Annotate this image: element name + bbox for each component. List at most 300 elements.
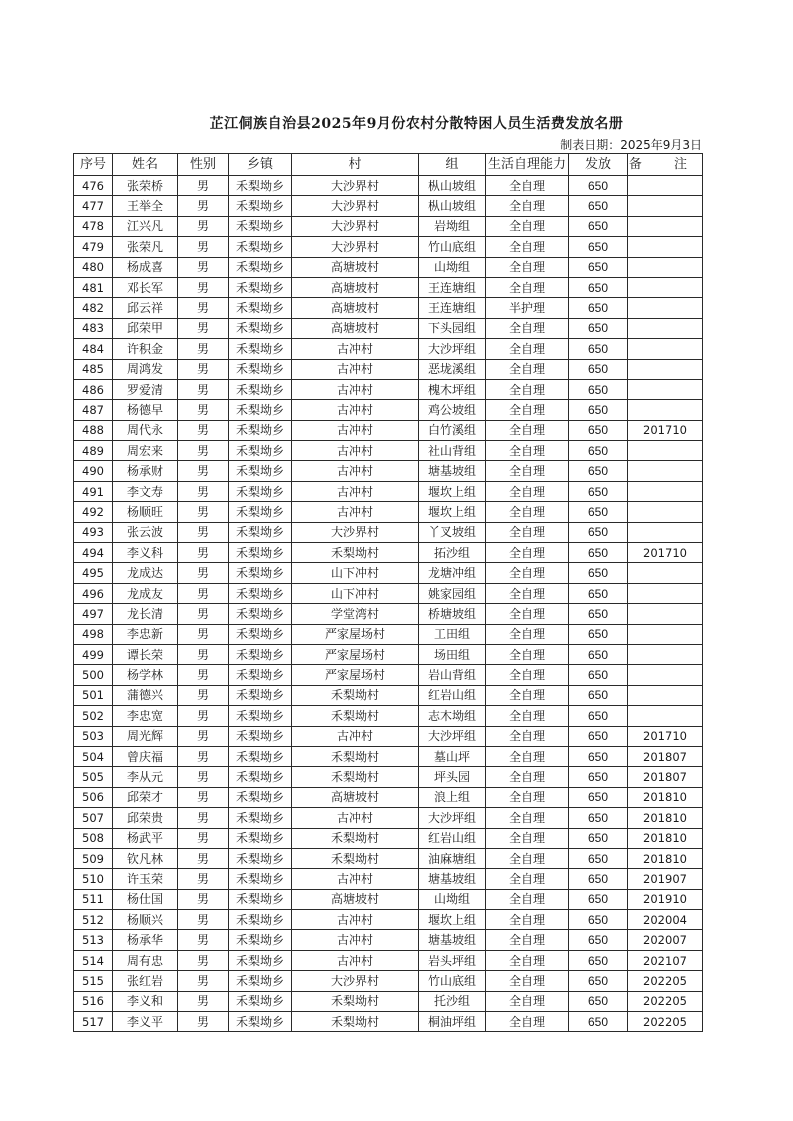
cell-gender: 男 [178, 298, 229, 318]
cell-serial-no: 511 [74, 889, 113, 909]
cell-serial-no: 489 [74, 441, 113, 461]
cell-name: 钦凡林 [113, 848, 178, 868]
cell-self-care-ability: 全自理 [486, 563, 569, 583]
cell-group: 油麻塘组 [419, 848, 486, 868]
cell-gender: 男 [178, 706, 229, 726]
cell-name: 杨顺旺 [113, 502, 178, 522]
table-row [74, 196, 703, 216]
table-row [74, 359, 703, 379]
cell-name: 李从元 [113, 767, 178, 787]
cell-gender: 男 [178, 808, 229, 828]
cell-gender: 男 [178, 767, 229, 787]
cell-amount: 650 [569, 828, 628, 848]
cell-amount: 650 [569, 481, 628, 501]
table-row [74, 441, 703, 461]
cell-village: 古冲村 [292, 441, 419, 461]
cell-name: 李义科 [113, 543, 178, 563]
cell-village: 古冲村 [292, 950, 419, 970]
cell-township: 禾梨坳乡 [229, 726, 292, 746]
cell-village: 禾梨坳村 [292, 543, 419, 563]
cell-group: 墓山坪 [419, 746, 486, 766]
cell-name: 周代永 [113, 420, 178, 440]
cell-group: 岩头坪组 [419, 950, 486, 970]
cell-group: 山坳组 [419, 889, 486, 909]
cell-township: 禾梨坳乡 [229, 176, 292, 196]
cell-self-care-ability: 全自理 [486, 216, 569, 236]
cell-name: 张荣凡 [113, 237, 178, 257]
cell-remarks [628, 196, 703, 216]
cell-township: 禾梨坳乡 [229, 665, 292, 685]
cell-self-care-ability: 全自理 [486, 930, 569, 950]
cell-amount: 650 [569, 196, 628, 216]
cell-name: 张红岩 [113, 971, 178, 991]
cell-remarks: 202107 [628, 950, 703, 970]
cell-township: 禾梨坳乡 [229, 604, 292, 624]
cell-remarks [628, 318, 703, 338]
cell-group: 塘基坡组 [419, 461, 486, 481]
table-row [74, 277, 703, 297]
cell-gender: 男 [178, 563, 229, 583]
cell-self-care-ability: 全自理 [486, 604, 569, 624]
cell-serial-no: 485 [74, 359, 113, 379]
table-row [74, 869, 703, 889]
cell-township: 禾梨坳乡 [229, 481, 292, 501]
cell-serial-no: 481 [74, 277, 113, 297]
cell-amount: 650 [569, 543, 628, 563]
cell-township: 禾梨坳乡 [229, 277, 292, 297]
table-row [74, 257, 703, 277]
cell-gender: 男 [178, 991, 229, 1011]
cell-amount: 650 [569, 318, 628, 338]
cell-village: 古冲村 [292, 869, 419, 889]
cell-township: 禾梨坳乡 [229, 910, 292, 930]
cell-group: 工田组 [419, 624, 486, 644]
cell-amount: 650 [569, 950, 628, 970]
cell-serial-no: 482 [74, 298, 113, 318]
cell-self-care-ability: 全自理 [486, 706, 569, 726]
cell-remarks: 201710 [628, 543, 703, 563]
cell-self-care-ability: 全自理 [486, 543, 569, 563]
table-row [74, 339, 703, 359]
cell-name: 江兴凡 [113, 216, 178, 236]
cell-group: 堰坎上组 [419, 481, 486, 501]
cell-township: 禾梨坳乡 [229, 828, 292, 848]
cell-name: 李义和 [113, 991, 178, 1011]
cell-village: 大沙界村 [292, 196, 419, 216]
cell-name: 周鸿发 [113, 359, 178, 379]
header-self-care-ability: 生活自理能力 [486, 154, 569, 176]
table-row [74, 685, 703, 705]
cell-group: 岩山背组 [419, 665, 486, 685]
cell-township: 禾梨坳乡 [229, 196, 292, 216]
cell-amount: 650 [569, 889, 628, 909]
cell-amount: 650 [569, 604, 628, 624]
cell-name: 王举全 [113, 196, 178, 216]
cell-village: 禾梨坳村 [292, 991, 419, 1011]
cell-self-care-ability: 全自理 [486, 196, 569, 216]
cell-remarks [628, 685, 703, 705]
cell-township: 禾梨坳乡 [229, 583, 292, 603]
cell-self-care-ability: 全自理 [486, 950, 569, 970]
cell-amount: 650 [569, 767, 628, 787]
cell-amount: 650 [569, 441, 628, 461]
cell-gender: 男 [178, 828, 229, 848]
cell-township: 禾梨坳乡 [229, 318, 292, 338]
cell-serial-no: 483 [74, 318, 113, 338]
cell-village: 古冲村 [292, 726, 419, 746]
cell-remarks [628, 359, 703, 379]
cell-self-care-ability: 全自理 [486, 685, 569, 705]
header-group: 组 [419, 154, 486, 176]
table-row [74, 706, 703, 726]
cell-group: 红岩山组 [419, 685, 486, 705]
cell-township: 禾梨坳乡 [229, 1012, 292, 1032]
cell-township: 禾梨坳乡 [229, 746, 292, 766]
table-row [74, 1012, 703, 1032]
cell-group: 浪上组 [419, 787, 486, 807]
cell-village: 禾梨坳村 [292, 828, 419, 848]
cell-group: 枞山坡组 [419, 176, 486, 196]
table-row [74, 522, 703, 542]
cell-remarks [628, 400, 703, 420]
cell-serial-no: 504 [74, 746, 113, 766]
table-row [74, 950, 703, 970]
cell-self-care-ability: 全自理 [486, 971, 569, 991]
cell-group: 社山背组 [419, 441, 486, 461]
cell-self-care-ability: 全自理 [486, 767, 569, 787]
cell-group: 塘基坡组 [419, 869, 486, 889]
cell-group: 王连塘组 [419, 277, 486, 297]
cell-gender: 男 [178, 216, 229, 236]
table-header-row [74, 154, 703, 176]
cell-village: 严家屋场村 [292, 644, 419, 664]
table-row [74, 318, 703, 338]
cell-serial-no: 502 [74, 706, 113, 726]
cell-gender: 男 [178, 543, 229, 563]
cell-remarks: 201810 [628, 828, 703, 848]
cell-township: 禾梨坳乡 [229, 298, 292, 318]
cell-group: 丫叉坡组 [419, 522, 486, 542]
cell-remarks [628, 461, 703, 481]
cell-gender: 男 [178, 583, 229, 603]
cell-village: 古冲村 [292, 481, 419, 501]
cell-township: 禾梨坳乡 [229, 461, 292, 481]
cell-village: 古冲村 [292, 910, 419, 930]
cell-village: 严家屋场村 [292, 665, 419, 685]
cell-village: 禾梨坳村 [292, 848, 419, 868]
cell-group: 桐油坪组 [419, 1012, 486, 1032]
cell-gender: 男 [178, 604, 229, 624]
cell-amount: 650 [569, 522, 628, 542]
cell-amount: 650 [569, 339, 628, 359]
cell-amount: 650 [569, 257, 628, 277]
table-row [74, 746, 703, 766]
cell-group: 下头园组 [419, 318, 486, 338]
cell-remarks: 201710 [628, 726, 703, 746]
cell-name: 杨仕国 [113, 889, 178, 909]
cell-name: 许积金 [113, 339, 178, 359]
cell-self-care-ability: 全自理 [486, 420, 569, 440]
cell-serial-no: 494 [74, 543, 113, 563]
table-row [74, 910, 703, 930]
cell-township: 禾梨坳乡 [229, 400, 292, 420]
cell-village: 古冲村 [292, 930, 419, 950]
table-row [74, 787, 703, 807]
cell-amount: 650 [569, 563, 628, 583]
cell-gender: 男 [178, 196, 229, 216]
cell-village: 高塘坡村 [292, 318, 419, 338]
cell-group: 白竹溪组 [419, 420, 486, 440]
cell-amount: 650 [569, 461, 628, 481]
cell-remarks: 201710 [628, 420, 703, 440]
cell-serial-no: 497 [74, 604, 113, 624]
cell-serial-no: 496 [74, 583, 113, 603]
cell-group: 托沙组 [419, 991, 486, 1011]
cell-serial-no: 480 [74, 257, 113, 277]
cell-remarks: 202004 [628, 910, 703, 930]
cell-group: 岩坳组 [419, 216, 486, 236]
cell-gender: 男 [178, 971, 229, 991]
cell-village: 高塘坡村 [292, 889, 419, 909]
cell-serial-no: 510 [74, 869, 113, 889]
cell-name: 李义平 [113, 1012, 178, 1032]
cell-name: 谭长荣 [113, 644, 178, 664]
cell-gender: 男 [178, 930, 229, 950]
cell-serial-no: 500 [74, 665, 113, 685]
cell-self-care-ability: 全自理 [486, 400, 569, 420]
cell-remarks: 201907 [628, 869, 703, 889]
cell-name: 杨德早 [113, 400, 178, 420]
document-title: 芷江侗族自治县2025年9月份农村分散特困人员生活费发放名册 [209, 116, 624, 132]
cell-gender: 男 [178, 910, 229, 930]
cell-self-care-ability: 全自理 [486, 869, 569, 889]
cell-gender: 男 [178, 644, 229, 664]
cell-remarks [628, 441, 703, 461]
cell-group: 龙塘冲组 [419, 563, 486, 583]
cell-self-care-ability: 全自理 [486, 277, 569, 297]
cell-name: 龙成达 [113, 563, 178, 583]
cell-group: 大沙坪组 [419, 808, 486, 828]
cell-amount: 650 [569, 665, 628, 685]
cell-remarks: 201807 [628, 746, 703, 766]
cell-name: 邓长军 [113, 277, 178, 297]
cell-remarks [628, 216, 703, 236]
cell-gender: 男 [178, 461, 229, 481]
cell-name: 罗爱清 [113, 379, 178, 399]
cell-remarks: 201810 [628, 787, 703, 807]
cell-group: 塘基坡组 [419, 930, 486, 950]
cell-gender: 男 [178, 665, 229, 685]
cell-group: 堰坎上组 [419, 502, 486, 522]
cell-village: 古冲村 [292, 400, 419, 420]
cell-gender: 男 [178, 950, 229, 970]
cell-township: 禾梨坳乡 [229, 502, 292, 522]
cell-township: 禾梨坳乡 [229, 563, 292, 583]
cell-gender: 男 [178, 420, 229, 440]
cell-self-care-ability: 全自理 [486, 665, 569, 685]
cell-gender: 男 [178, 726, 229, 746]
cell-self-care-ability: 全自理 [486, 583, 569, 603]
cell-amount: 650 [569, 971, 628, 991]
cell-village: 古冲村 [292, 339, 419, 359]
cell-self-care-ability: 全自理 [486, 828, 569, 848]
cell-serial-no: 505 [74, 767, 113, 787]
cell-amount: 650 [569, 848, 628, 868]
cell-self-care-ability: 全自理 [486, 848, 569, 868]
table-row [74, 848, 703, 868]
cell-village: 古冲村 [292, 420, 419, 440]
cell-village: 高塘坡村 [292, 787, 419, 807]
cell-gender: 男 [178, 257, 229, 277]
cell-self-care-ability: 全自理 [486, 910, 569, 930]
cell-village: 学堂湾村 [292, 604, 419, 624]
cell-self-care-ability: 全自理 [486, 339, 569, 359]
cell-amount: 650 [569, 176, 628, 196]
cell-township: 禾梨坳乡 [229, 950, 292, 970]
table-row [74, 889, 703, 909]
cell-gender: 男 [178, 237, 229, 257]
cell-name: 曾庆福 [113, 746, 178, 766]
cell-self-care-ability: 全自理 [486, 481, 569, 501]
cell-amount: 650 [569, 808, 628, 828]
cell-group: 志木坳组 [419, 706, 486, 726]
cell-village: 禾梨坳村 [292, 746, 419, 766]
prepared-date: 制表日期：2025年9月3日 [560, 138, 702, 152]
cell-remarks [628, 522, 703, 542]
cell-village: 禾梨坳村 [292, 1012, 419, 1032]
cell-gender: 男 [178, 1012, 229, 1032]
cell-serial-no: 478 [74, 216, 113, 236]
cell-serial-no: 503 [74, 726, 113, 746]
cell-name: 龙成友 [113, 583, 178, 603]
cell-gender: 男 [178, 441, 229, 461]
table-row [74, 400, 703, 420]
cell-township: 禾梨坳乡 [229, 257, 292, 277]
cell-gender: 男 [178, 176, 229, 196]
header-serial-no: 序号 [74, 154, 113, 176]
cell-group: 红岩山组 [419, 828, 486, 848]
cell-group: 大沙坪组 [419, 339, 486, 359]
cell-serial-no: 506 [74, 787, 113, 807]
cell-name: 周宏来 [113, 441, 178, 461]
cell-serial-no: 495 [74, 563, 113, 583]
cell-gender: 男 [178, 400, 229, 420]
cell-township: 禾梨坳乡 [229, 889, 292, 909]
cell-amount: 650 [569, 644, 628, 664]
table-row [74, 420, 703, 440]
cell-gender: 男 [178, 746, 229, 766]
cell-group: 大沙坪组 [419, 726, 486, 746]
table-row [74, 563, 703, 583]
cell-self-care-ability: 全自理 [486, 441, 569, 461]
cell-name: 邱荣甲 [113, 318, 178, 338]
cell-village: 古冲村 [292, 461, 419, 481]
cell-self-care-ability: 全自理 [486, 624, 569, 644]
cell-self-care-ability: 全自理 [486, 1012, 569, 1032]
cell-name: 张荣桥 [113, 176, 178, 196]
cell-amount: 650 [569, 930, 628, 950]
cell-amount: 650 [569, 869, 628, 889]
cell-amount: 650 [569, 298, 628, 318]
cell-group: 拓沙组 [419, 543, 486, 563]
cell-township: 禾梨坳乡 [229, 216, 292, 236]
cell-name: 邱荣贵 [113, 808, 178, 828]
cell-amount: 650 [569, 685, 628, 705]
cell-gender: 男 [178, 848, 229, 868]
cell-self-care-ability: 全自理 [486, 461, 569, 481]
cell-amount: 650 [569, 277, 628, 297]
cell-remarks: 201910 [628, 889, 703, 909]
cell-amount: 650 [569, 359, 628, 379]
cell-remarks [628, 481, 703, 501]
cell-self-care-ability: 全自理 [486, 257, 569, 277]
cell-serial-no: 501 [74, 685, 113, 705]
cell-self-care-ability: 半护理 [486, 298, 569, 318]
cell-village: 山下冲村 [292, 583, 419, 603]
cell-group: 王连塘组 [419, 298, 486, 318]
cell-name: 李忠新 [113, 624, 178, 644]
cell-self-care-ability: 全自理 [486, 176, 569, 196]
cell-village: 山下冲村 [292, 563, 419, 583]
cell-gender: 男 [178, 339, 229, 359]
table-row [74, 237, 703, 257]
cell-group: 山坳组 [419, 257, 486, 277]
cell-remarks: 202205 [628, 991, 703, 1011]
cell-village: 古冲村 [292, 808, 419, 828]
cell-remarks [628, 563, 703, 583]
cell-name: 蒲德兴 [113, 685, 178, 705]
cell-name: 邱云祥 [113, 298, 178, 318]
cell-name: 李文寿 [113, 481, 178, 501]
header-remarks: 备 注 [628, 154, 703, 176]
cell-village: 古冲村 [292, 502, 419, 522]
cell-village: 禾梨坳村 [292, 685, 419, 705]
table-row [74, 604, 703, 624]
cell-group: 姚家园组 [419, 583, 486, 603]
cell-serial-no: 491 [74, 481, 113, 501]
cell-remarks: 201810 [628, 808, 703, 828]
cell-serial-no: 498 [74, 624, 113, 644]
cell-serial-no: 507 [74, 808, 113, 828]
cell-remarks [628, 644, 703, 664]
cell-self-care-ability: 全自理 [486, 746, 569, 766]
cell-township: 禾梨坳乡 [229, 787, 292, 807]
cell-gender: 男 [178, 277, 229, 297]
cell-remarks: 201807 [628, 767, 703, 787]
cell-gender: 男 [178, 379, 229, 399]
cell-serial-no: 508 [74, 828, 113, 848]
cell-remarks: 202205 [628, 971, 703, 991]
header-township: 乡镇 [229, 154, 292, 176]
cell-group: 竹山底组 [419, 971, 486, 991]
cell-remarks [628, 583, 703, 603]
table-row [74, 481, 703, 501]
cell-gender: 男 [178, 889, 229, 909]
cell-remarks [628, 339, 703, 359]
cell-village: 大沙界村 [292, 237, 419, 257]
cell-gender: 男 [178, 522, 229, 542]
cell-serial-no: 516 [74, 991, 113, 1011]
table-row [74, 808, 703, 828]
cell-remarks [628, 665, 703, 685]
cell-amount: 650 [569, 991, 628, 1011]
cell-name: 杨承财 [113, 461, 178, 481]
cell-village: 高塘坡村 [292, 277, 419, 297]
cell-village: 大沙界村 [292, 971, 419, 991]
cell-serial-no: 517 [74, 1012, 113, 1032]
table-row [74, 930, 703, 950]
table-row [74, 216, 703, 236]
